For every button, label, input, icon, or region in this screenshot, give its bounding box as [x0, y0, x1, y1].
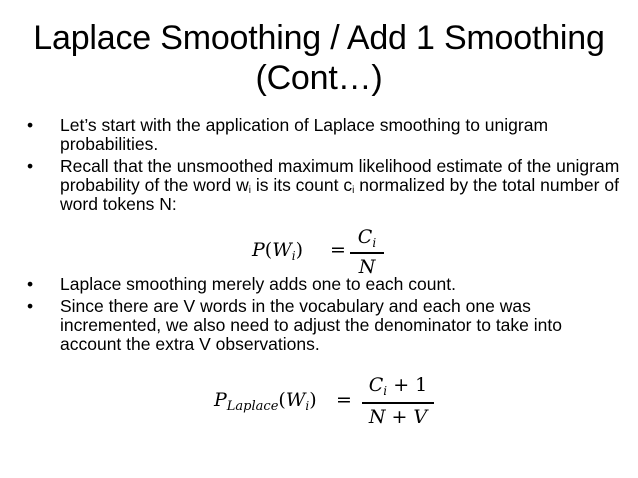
- symbol-c: C: [368, 374, 384, 396]
- fraction: [362, 372, 434, 432]
- bullet-text-part: Recall that the unsmoothed maximum likelihood estimate of the unigram probability of the word w: [60, 156, 620, 195]
- slide-title-line-1: Laplace Smoothing / Add 1 Smoothing: [33, 19, 605, 57]
- bullet-dot: •: [27, 115, 34, 135]
- paren-close: ): [295, 239, 304, 261]
- paren-close: ): [309, 389, 317, 411]
- subscript: i: [383, 384, 388, 398]
- formula-lhs: [252, 239, 303, 263]
- subscript: i: [352, 185, 355, 196]
- fraction: [350, 222, 384, 282]
- formula-lhs: [214, 389, 317, 414]
- fraction-bar: [362, 402, 434, 404]
- bullet-item: [24, 157, 624, 214]
- numerator: [350, 226, 384, 250]
- symbol-p: P: [214, 389, 227, 411]
- bullet-dot: •: [27, 156, 34, 176]
- numerator: [362, 374, 434, 398]
- subscript: i: [305, 399, 310, 413]
- subscript: i: [248, 185, 251, 196]
- bullet-text: Laplace smoothing merely adds one to each count.: [60, 274, 456, 294]
- formula-mle: [252, 222, 392, 282]
- bullet-text-part: is its count c: [250, 175, 353, 195]
- bullet-dot: •: [27, 296, 34, 316]
- subscript: i: [291, 249, 296, 263]
- subscript-laplace: Laplace: [226, 399, 279, 414]
- symbol-c: C: [357, 226, 373, 248]
- slide-title: [0, 18, 638, 98]
- bullet-dot: •: [27, 274, 34, 294]
- denominator: N + V: [368, 406, 428, 428]
- symbol-p: P: [252, 239, 265, 261]
- fraction-bar: [350, 252, 384, 254]
- symbol-w: W: [272, 239, 292, 261]
- bullet-item: [24, 116, 624, 154]
- bullet-text-part: normalized by the total number of word tokens N:: [60, 175, 619, 214]
- formula-laplace: [214, 372, 444, 432]
- bullet-text: Since there are V words in the vocabulary and each one was incremented, we also need to adjust the denominator to take into account the extra V observations.: [60, 296, 562, 354]
- bullet-text: Let’s start with the application of Laplace smoothing to unigram probabilities.: [60, 115, 549, 154]
- equals-sign: =: [330, 239, 346, 261]
- equals-sign: =: [336, 389, 352, 411]
- denominator: N: [358, 256, 376, 278]
- plus-one: + 1: [393, 374, 428, 396]
- slide-title-line-2: (Cont…): [255, 59, 383, 97]
- paren-open: (: [264, 239, 273, 261]
- paren-open: (: [278, 389, 286, 411]
- symbol-w: W: [285, 389, 306, 411]
- bullet-item: [24, 297, 624, 354]
- subscript: i: [372, 236, 377, 250]
